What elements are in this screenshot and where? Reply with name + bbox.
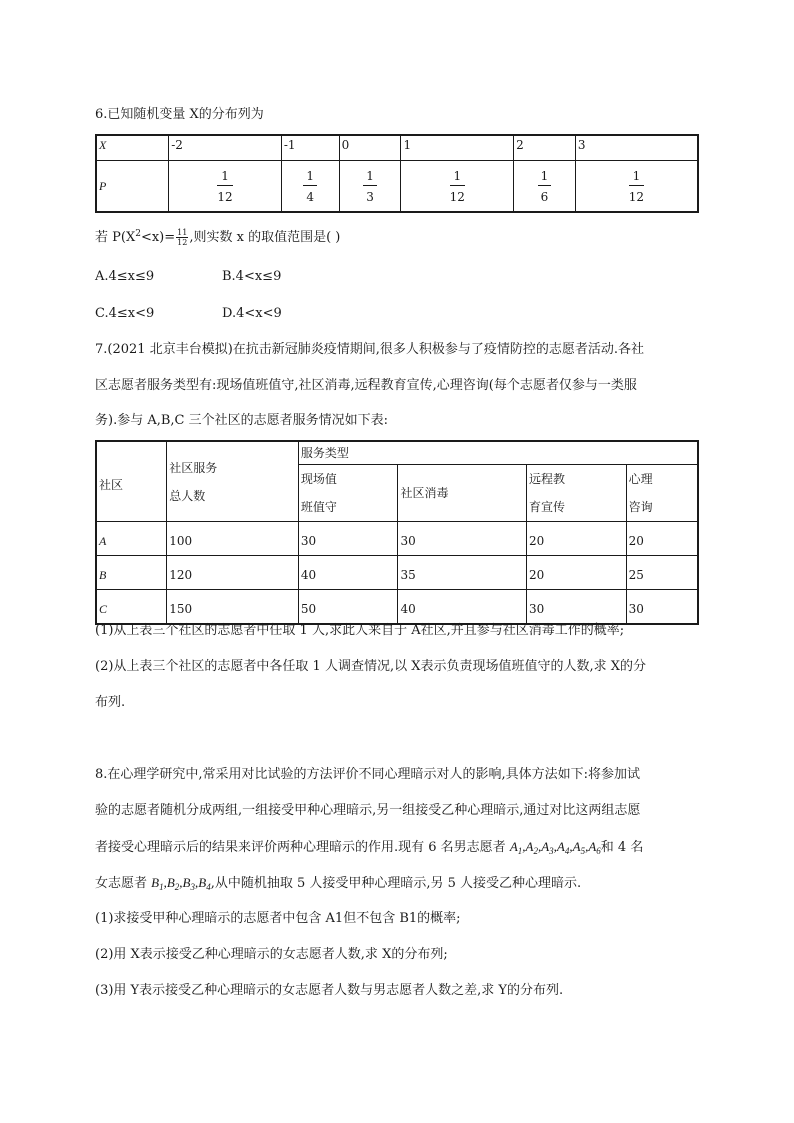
q6-x-value: 3 xyxy=(575,135,698,161)
q7-row xyxy=(96,556,698,590)
q7-cell-remote: 30 xyxy=(527,590,627,625)
q6-x-value: 0 xyxy=(339,135,401,161)
q7-cell-disinfect: 35 xyxy=(398,556,527,590)
female-volunteer-list: $B_1,B_2,B_3,B_4$ xyxy=(151,875,211,892)
q7-h-total: 社区服务 总人数 xyxy=(167,441,299,522)
volunteer-label: $B_4$ xyxy=(198,875,211,892)
q7-stem-line1: 7.(2021 北京丰台模拟)在抗击新冠肺炎疫情期间,很多人积极参与了疫情防控的志愿者活动.各社 xyxy=(95,342,645,357)
q6-x-label: X xyxy=(96,135,169,161)
q6-row-p xyxy=(96,161,698,213)
q6-p-value: $\frac{1}{3}$ xyxy=(339,161,401,213)
q6-p-value: $\frac{1}{12}$ xyxy=(401,161,514,213)
q7-service-table xyxy=(95,440,699,625)
q8-stem-line2: 验的志愿者随机分成两组,一组接受甲种心理暗示,另一组接受乙种心理暗示,通过对比这两组志愿 xyxy=(95,803,641,818)
q7-cell-total: 120 xyxy=(167,556,299,590)
q7-h-service-type: 服务类型 xyxy=(298,441,698,465)
q7-cell-community: C xyxy=(96,590,167,625)
q6-p-value: $\frac{1}{12}$ xyxy=(169,161,282,213)
q6-x-value: 2 xyxy=(514,135,576,161)
q6-p-value: $\frac{1}{6}$ xyxy=(514,161,576,213)
volunteer-label: $A_4$ xyxy=(556,839,570,856)
volunteer-label: $A_6$ xyxy=(588,839,601,856)
q6-p-value: $\frac{1}{4}$ xyxy=(281,161,339,213)
q7-sub2-line1: (2)从上表三个社区的志愿者中各任取 1 人调查情况,以 X表示负责现场值班值守的人数,求 X的分 xyxy=(95,659,646,674)
q7-header-row1 xyxy=(96,441,698,465)
q7-cell-disinfect: 40 xyxy=(398,590,527,625)
volunteer-label: $A_2$ xyxy=(525,839,538,856)
q7-cell-total: 150 xyxy=(167,590,299,625)
q6-option-c: C.4≤x<9 xyxy=(95,306,155,321)
volunteer-label: $B_3$ xyxy=(182,875,195,892)
q7-cell-community: A xyxy=(96,522,167,556)
q7-h-psych: 心理 咨询 xyxy=(626,465,698,522)
q7-cell-total: 100 xyxy=(167,522,299,556)
q8-sub1: (1)求接受甲种心理暗示的志愿者中包含 A1但不包含 B1的概率; xyxy=(95,911,461,926)
q7-cell-remote: 20 xyxy=(527,522,627,556)
volunteer-label: $A_5$ xyxy=(572,839,586,856)
q7-row xyxy=(96,522,698,556)
q7-cell-psych: 25 xyxy=(626,556,698,590)
q6-stem: 6.已知随机变量 X的分布列为 xyxy=(95,107,264,122)
q7-h-onsite: 现场值 班值守 xyxy=(298,465,398,522)
q7-stem-line2: 区志愿者服务类型有:现场值班值守,社区消毒,远程教育宣传,心理咨询(每个志愿者仅参与一类服 xyxy=(95,378,637,393)
male-volunteer-list: $A_1,A_2,A_3,A_4,A_5,A_6$ xyxy=(509,839,601,856)
q6-distribution-table xyxy=(95,134,699,213)
q6-x-value: -2 xyxy=(169,135,282,161)
q7-cell-onsite: 50 xyxy=(298,590,398,625)
q7-sub2-line2: 布列. xyxy=(95,695,126,710)
q6-x-value: -1 xyxy=(281,135,339,161)
q6-option-d: D.4<x<9 xyxy=(222,306,282,321)
q6-p-label: P xyxy=(96,161,169,213)
q7-stem-line3: 务).参与 A,B,C 三个社区的志愿者服务情况如下表: xyxy=(95,413,389,428)
q6-option-a: A.4≤x≤9 xyxy=(95,269,155,284)
q7-cell-onsite: 40 xyxy=(298,556,398,590)
q8-stem-line4: 女志愿者 $B_1,B_2,B_3,B_4$,从中随机抽取 5 人接受甲种心理暗示,另 5 人接受乙种心理暗示. xyxy=(95,875,582,892)
q6-x-value: 1 xyxy=(401,135,514,161)
q6-p-value: $\frac{1}{12}$ xyxy=(575,161,698,213)
q7-cell-disinfect: 30 xyxy=(398,522,527,556)
q7-cell-community: B xyxy=(96,556,167,590)
volunteer-label: $A_1$ xyxy=(509,839,523,856)
q8-stem-line3: 者接受心理暗示后的结果来评价两种心理暗示的作用.现有 6 名男志愿者 $A_1,A_2,A_3,A_4,A_5,A_6$和 4 名 xyxy=(95,839,644,856)
q7-h-remote: 远程教 育宣传 xyxy=(527,465,627,522)
volunteer-label: $B_1$ xyxy=(151,875,164,892)
q8-sub2: (2)用 X表示接受乙种心理暗示的女志愿者人数,求 X的分布列; xyxy=(95,947,448,962)
q7-cell-onsite: 30 xyxy=(298,522,398,556)
q7-cell-psych: 20 xyxy=(626,522,698,556)
volunteer-label: $B_2$ xyxy=(166,875,180,892)
q6-condition: 若 $P(X^2<x)=$ $\frac{11}{12}$ ,则实数 x 的取值范围是( ) xyxy=(95,228,341,247)
q7-row xyxy=(96,590,698,625)
q8-stem-line1: 8.在心理学研究中,常采用对比试验的方法评价不同心理暗示对人的影响,具体方法如下:将参加试 xyxy=(95,767,641,782)
q7-cell-psych: 30 xyxy=(626,590,698,625)
q7-sub1: (1)从上表三个社区的志愿者中任取 1 人,求此人来自于 A社区,并且参与社区消毒工作的概率; xyxy=(95,623,625,638)
q6-row-x xyxy=(96,135,698,161)
q8-sub3: (3)用 Y表示接受乙种心理暗示的女志愿者人数与男志愿者人数之差,求 Y的分布列. xyxy=(95,983,564,998)
q7-h-disinfect: 社区消毒 xyxy=(398,465,527,522)
q6-option-b: B.4<x≤9 xyxy=(222,269,282,284)
volunteer-label: $A_3$ xyxy=(541,839,554,856)
q7-cell-remote: 20 xyxy=(527,556,627,590)
q7-h-community: 社区 xyxy=(96,441,167,522)
